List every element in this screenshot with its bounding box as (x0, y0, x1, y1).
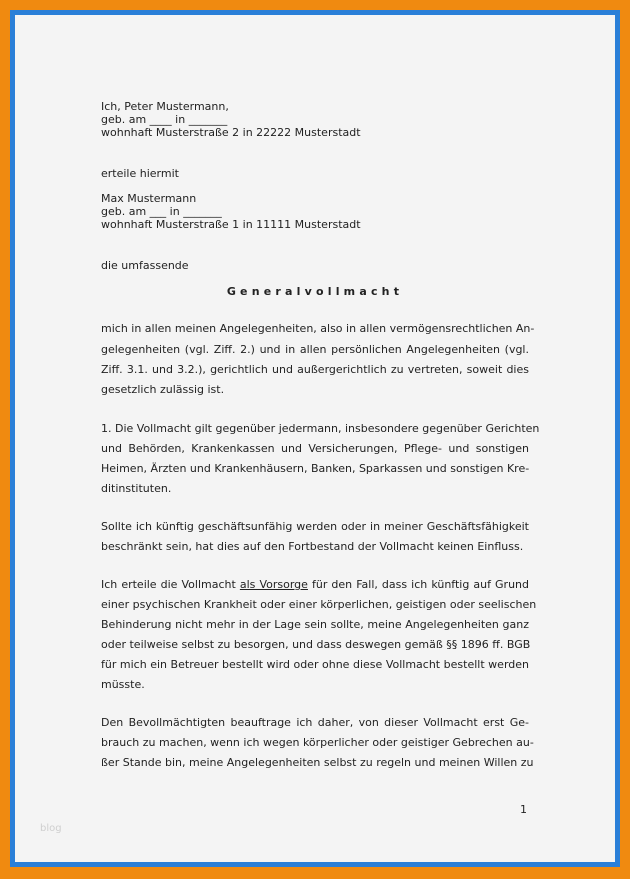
paragraph-4-line (101, 575, 529, 595)
grant-phrase: erteile hiermit (101, 167, 179, 180)
watermark: blog (40, 823, 62, 834)
paragraph-5-line: Den Bevollmächtigten beauftrage ich daher, von dieser Vollmacht erst Ge- (101, 716, 529, 729)
paragraph-3-line: beschränkt sein, hat dies auf den Fortbestand der Vollmacht keinen Einfluss. (101, 540, 524, 553)
paragraph-1-line: gesetzlich zulässig ist. (101, 383, 225, 396)
text-segment: Ich erteile die Vollmacht (101, 578, 240, 591)
paragraph-5-line: brauch zu machen, wenn ich wegen körperlicher oder geistiger Gebrechen au- (101, 736, 534, 749)
document-title: Generalvollmacht (226, 285, 404, 298)
intro-text: die umfassende (101, 259, 189, 272)
paragraph-2-line: Heimen, Ärzten und Krankenhäusern, Banken, Sparkassen und sonstigen Kre- (101, 462, 530, 475)
paragraph-4-line: oder teilweise selbst zu besorgen, und dass deswegen gemäß §§ 1896 ff. BGB (101, 638, 531, 651)
paragraph-4-line: für mich ein Betreuer bestellt wird oder ohne diese Vollmacht bestellt werden (101, 658, 529, 671)
paragraph-4-line: müsste. (101, 678, 145, 691)
agent-name: Max Mustermann (101, 192, 197, 205)
page-number: 1 (520, 803, 527, 816)
paragraph-2-line: und Behörden, Krankenkassen und Versicherungen, Pflege- und sonstigen (101, 442, 529, 455)
paragraph-1-line: Ziff. 3.1. und 3.2.), gerichtlich und außergerichtlich zu vertreten, soweit dies (101, 363, 529, 376)
paragraph-4-line: Behinderung nicht mehr in der Lage sein sollte, meine Angelegenheiten ganz (101, 618, 529, 631)
paragraph-3-line: Sollte ich künftig geschäftsunfähig werden oder in meiner Geschäftsfähigkeit (101, 520, 529, 533)
issuer-birth: geb. am ____ in _______ (101, 113, 228, 126)
paragraph-1-line: mich in allen meinen Angelegenheiten, also in allen vermögensrechtlichen An- (101, 322, 535, 335)
paragraph-2-line: 1. Die Vollmacht gilt gegenüber jedermann, insbesondere gegenüber Gerichten (101, 422, 540, 435)
paragraph-5-line: ßer Stande bin, meine Angelegenheiten selbst zu regeln und meinen Willen zu (101, 756, 534, 769)
paragraph-2-line: ditinstituten. (101, 482, 172, 495)
text-segment: für den Fall, dass ich künftig auf Grund (307, 578, 529, 591)
issuer-address: wohnhaft Musterstraße 2 in 22222 Musterstadt (101, 126, 361, 139)
underlined-emphasis: als Vorsorge (239, 578, 308, 591)
agent-birth: geb. am ___ in _______ (101, 205, 222, 218)
agent-address: wohnhaft Musterstraße 1 in 11111 Musterstadt (101, 218, 361, 231)
issuer-name: Ich, Peter Mustermann, (101, 100, 229, 113)
paragraph-4-line: einer psychischen Krankheit oder einer körperlichen, geistigen oder seelischen (101, 598, 537, 611)
paragraph-1-line: gelegenheiten (vgl. Ziff. 2.) und in allen persönlichen Angelegenheiten (vgl. (101, 343, 529, 356)
